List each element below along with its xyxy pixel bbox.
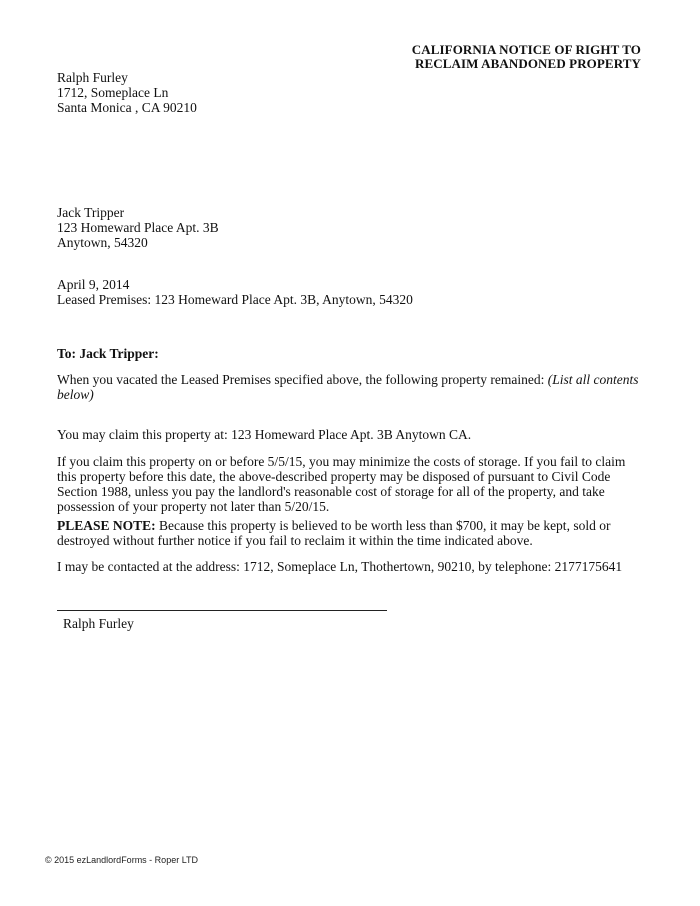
please-note-label: PLEASE NOTE: — [57, 518, 156, 533]
recipient-name: Jack Tripper — [57, 205, 125, 220]
paragraph-1-text: When you vacated the Leased Premises specified above, the following property remained: — [57, 372, 548, 387]
notice-date: April 9, 2014 — [57, 277, 130, 292]
salutation: To: Jack Tripper: — [57, 346, 159, 361]
recipient-street: 123 Homeward Place Apt. 3B — [57, 220, 219, 235]
signature-name: Ralph Furley — [63, 616, 134, 631]
leased-premises: Leased Premises: 123 Homeward Place Apt. 3B, Anytown, 54320 — [57, 292, 413, 307]
paragraph-claim-terms: If you claim this property on or before 5/5/15, you may minimize the costs of storage. If you fail to claim this property before this date, the above-described property may be disposed of pursuant to Civil Code Section 1988, unless you pay the landlord's reasonable cost of storage for all of the property, and take possession of your property not later than 5/20/15. — [57, 454, 626, 514]
signature-line — [57, 610, 387, 611]
title-line-1: CALIFORNIA NOTICE OF RIGHT TO — [411, 42, 641, 57]
paragraph-1-italic: (List all contents below) — [57, 372, 639, 402]
title-line-2: RECLAIM ABANDONED PROPERTY — [414, 56, 641, 71]
paragraph-please-note — [57, 518, 642, 548]
paragraph-claim-location: You may claim this property at: 123 Homeward Place Apt. 3B Anytown CA. — [57, 427, 472, 442]
footer-copyright: © 2015 ezLandlordForms - Roper LTD — [45, 855, 199, 865]
paragraph-contact: I may be contacted at the address: 1712, Someplace Ln, Thothertown, 90210, by telephone: 2177175641 — [57, 559, 623, 574]
date-block — [57, 277, 647, 307]
recipient-city: Anytown, 54320 — [57, 235, 148, 250]
sender-address — [57, 70, 647, 115]
recipient-address — [57, 205, 647, 250]
sender-city: Santa Monica , CA 90210 — [57, 100, 197, 115]
please-note-text: Because this property is believed to be worth less than $700, it may be kept, sold or destroyed without further notice if you fail to reclaim it within the time indicated above. — [57, 518, 611, 548]
sender-name: Ralph Furley — [57, 70, 128, 85]
document-title — [412, 43, 641, 71]
sender-street: 1712, Someplace Ln — [57, 85, 169, 100]
paragraph-property-remained — [57, 372, 642, 402]
